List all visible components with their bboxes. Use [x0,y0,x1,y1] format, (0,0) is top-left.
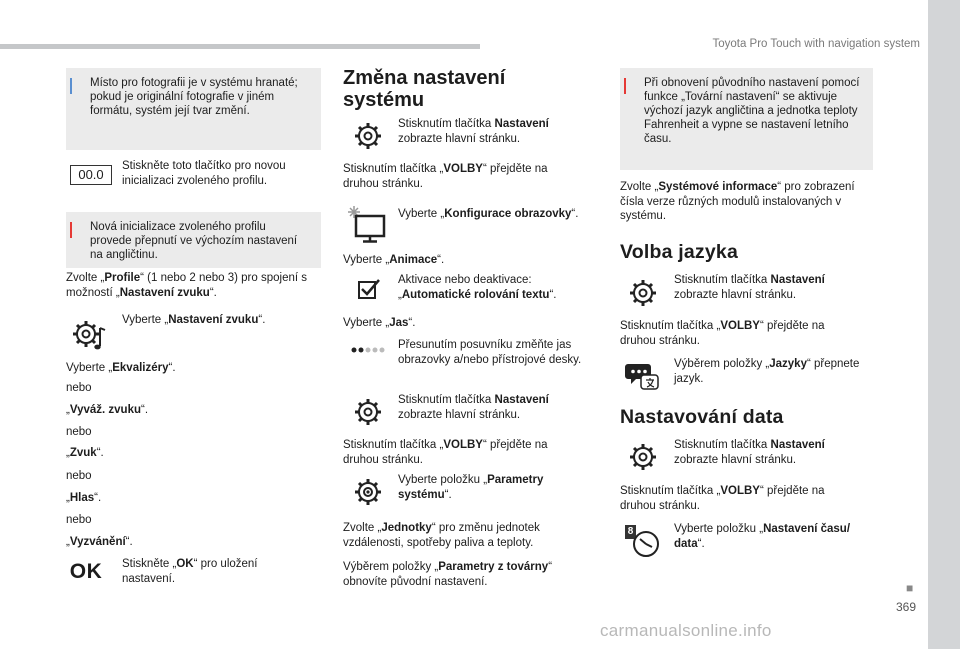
info-marker-icon [70,78,72,94]
choose-profile-text: Zvolte „Profile“ (1 nebo 2 nebo 3) pro spojení s možností „Nastavení zvuku“. [66,272,307,299]
sound-text: „Zvuk“. [66,447,104,459]
page-number: 369 [895,600,916,614]
header-rule [0,44,480,49]
display-config-icon[interactable] [346,204,388,244]
display-config-text: Vyberte „Konfigurace obrazovky“. [398,208,579,220]
settings-gear-icon[interactable] [627,441,659,473]
sysinfo-text: Zvolte „Systémové informace“ pro zobrazení čísla verze různých modulů instalovaných v systému. [620,181,855,222]
section-title-system: Změna nastavení systému [343,67,506,111]
audio-settings-icon[interactable] [72,318,108,354]
factory-note [620,68,873,170]
autoscroll-text: Aktivace nebo deaktivace: „Automatické rolování textu“. [398,274,557,301]
voice-text: „Hlas“. [66,492,102,504]
settings-text: Stisknutím tlačítka Nastavení zobrazte hlavní stránku. [398,118,549,145]
reset-profile-text: Stiskněte toto tlačítko pro novou inicializaci zvoleného profilu. [122,160,286,187]
brightness-slider-icon[interactable] [350,344,386,356]
settings-text: Stisknutím tlačítka Nastavení zobrazte hlavní stránku. [674,439,825,466]
settings-text: Stisknutím tlačítka Nastavení zobrazte hlavní stránku. [398,394,549,421]
photo-note [66,68,321,150]
slider-text: Přesunutím posuvníku změňte jas obrazovky a/nebo přístrojové desky. [398,339,582,366]
settings-gear-icon[interactable] [627,277,659,309]
or-text: nebo [66,426,92,438]
note-text: Místo pro fotografii je v systému hranaté; pokud je originální fotografie v jiném formátu, systém její tvar změní. [90,77,298,117]
select-eq-text: Vyberte „Ekvalizéry“. [66,362,176,374]
warning-marker-icon [70,222,72,238]
clock-icon[interactable] [628,527,662,559]
options-text: Stisknutím tlačítka „VOLBY“ přejděte na druhou stránku. [343,439,548,466]
page-dot: ■ [906,581,914,595]
settings-text: Stisknutím tlačítka Nastavení zobrazte hlavní stránku. [674,274,825,301]
note-text: Nová inicializace zvoleného profilu provede přepnutí ve výchozím nastavení na angličtinu. [90,221,298,261]
note-text: Při obnovení původního nastavení pomocí funkce „Tovární nastavení“ se aktivuje výchozí jazyk angličtina a jednotka teploty Fahrenheit a vypne se nastavení letního času. [644,77,860,145]
checkbox-icon[interactable] [356,277,382,301]
params-text: Vyberte položku „Parametry systému“. [398,474,544,501]
or-text: nebo [66,382,92,394]
factory-text: Výběrem položky „Parametry z továrny“ obnovíte původní nastavení. [343,561,553,588]
brightness-text: Vyberte „Jas“. [343,317,416,329]
watermark: carmanualsonline.info [600,621,772,640]
options-text: Stisknutím tlačítka „VOLBY“ přejděte na druhou stránku. [620,320,825,347]
language-text: Výběrem položky „Jazyky“ přepnete jazyk. [674,358,860,385]
section-title-date: Nastavování data [620,406,784,428]
select-audio-text: Vyberte „Nastavení zvuku“. [122,314,266,326]
balance-text: „Vyváž. zvuku“. [66,404,149,416]
settings-gear-icon[interactable] [352,120,384,152]
reset-note [66,212,321,268]
or-text: nebo [66,470,92,482]
reset-profile-button[interactable]: 00.0 [70,165,112,185]
ringtone-text: „Vyzvánění“. [66,536,133,548]
warning-marker-icon [624,78,626,94]
page-header: Toyota Pro Touch with navigation system [712,38,920,50]
section-title-language: Volba jazyka [620,241,739,263]
options-text: Stisknutím tlačítka „VOLBY“ přejděte na druhou stránku. [620,485,825,512]
datetime-text: Vyberte položku „Nastavení času/ data“. [674,523,851,550]
animation-text: Vyberte „Animace“. [343,254,445,266]
ok-text: Stiskněte „OK“ pro uložení nastavení. [122,558,258,585]
ok-button[interactable]: OK [69,560,103,583]
options-text: Stisknutím tlačítka „VOLBY“ přejděte na druhou stránku. [343,163,548,190]
or-text: nebo [66,514,92,526]
units-text: Zvolte „Jednotky“ pro změnu jednotek vzdálenosti, spotřeby paliva a teploty. [343,522,540,549]
side-strip [928,0,960,649]
clock-badge: 8 [625,525,636,539]
settings-gear-icon[interactable] [352,396,384,428]
language-icon[interactable] [624,358,660,392]
system-parameters-icon[interactable] [350,476,386,508]
